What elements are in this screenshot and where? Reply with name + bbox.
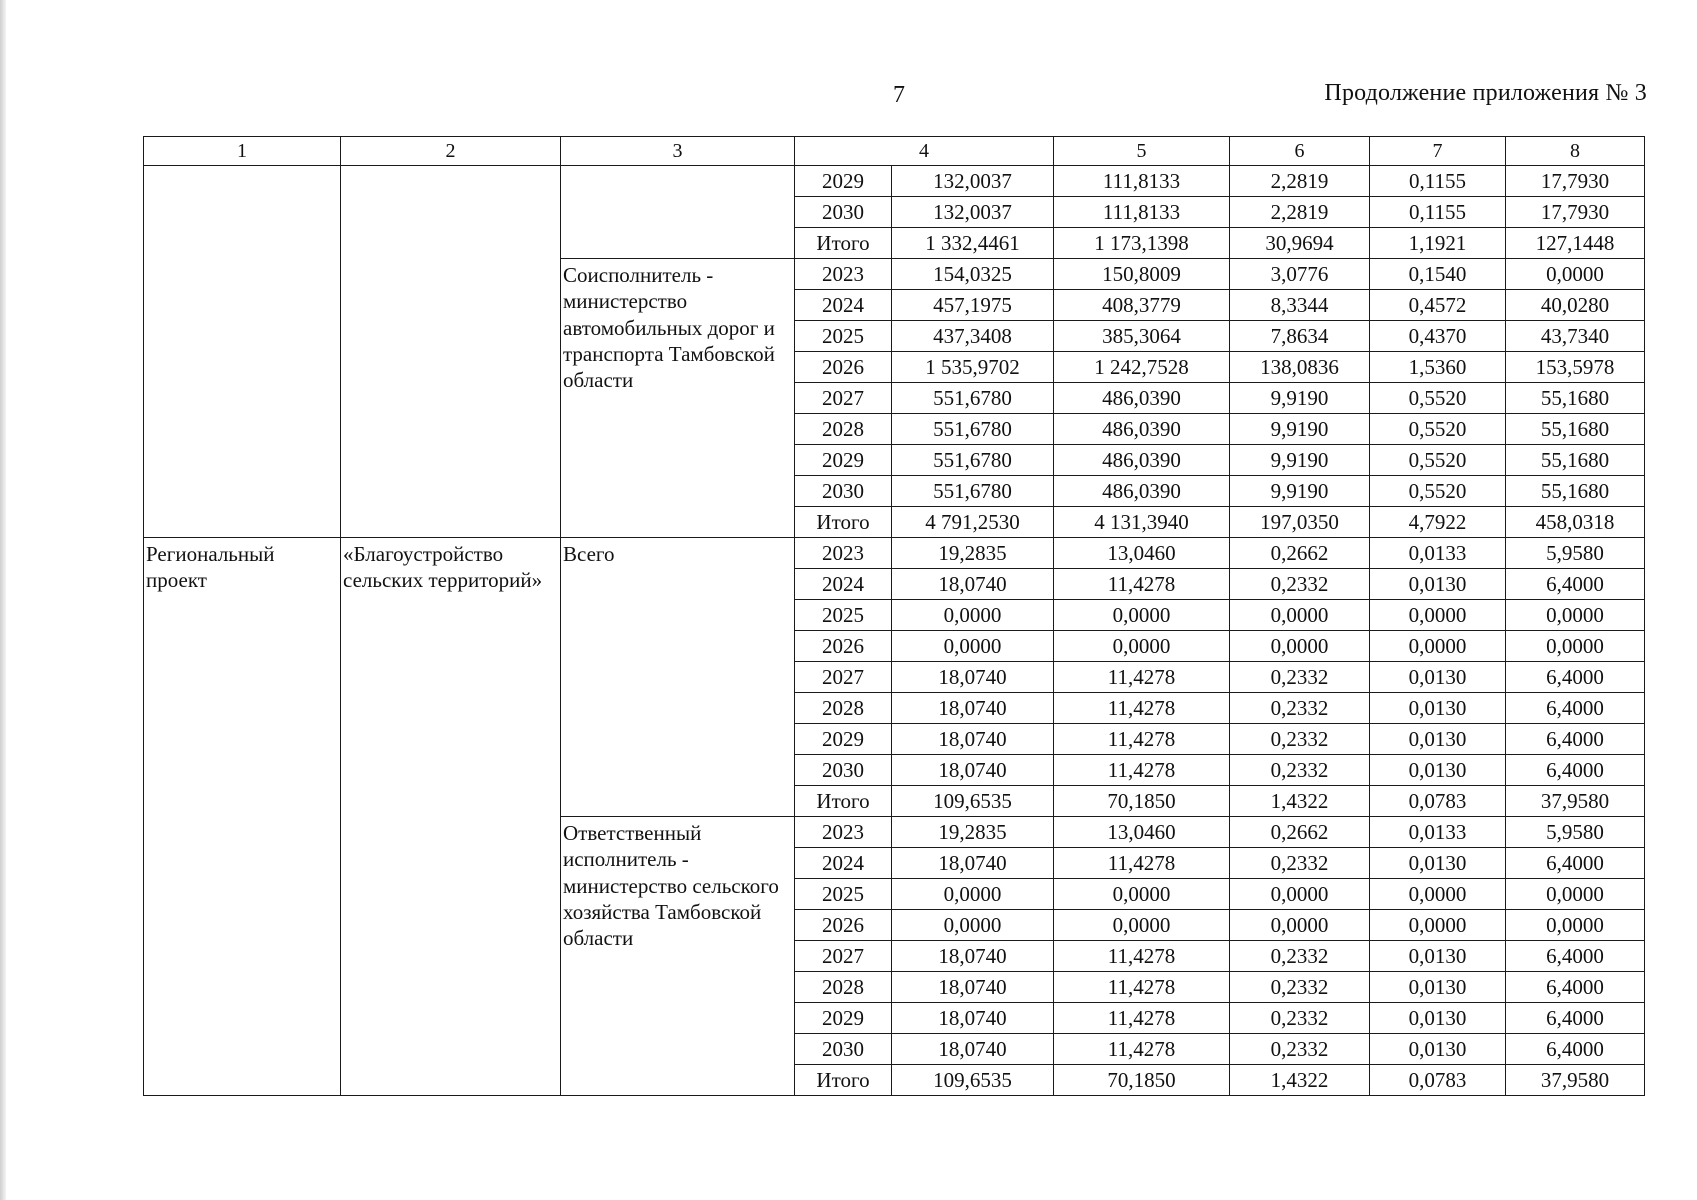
amount-cell-col4: 18,0740 bbox=[892, 693, 1054, 724]
amount-cell-col6: 0,2332 bbox=[1230, 941, 1370, 972]
amount-cell-col4: 18,0740 bbox=[892, 1003, 1054, 1034]
amount-cell-col4: 18,0740 bbox=[892, 972, 1054, 1003]
amount-cell-col7: 0,0783 bbox=[1370, 786, 1506, 817]
column-number: 7 bbox=[1370, 137, 1506, 166]
amount-cell-col6: 30,9694 bbox=[1230, 228, 1370, 259]
amount-cell-col6: 0,0000 bbox=[1230, 631, 1370, 662]
budget-table bbox=[143, 136, 1645, 1096]
amount-cell-col8: 55,1680 bbox=[1506, 414, 1645, 445]
amount-cell-col5: 408,3779 bbox=[1054, 290, 1230, 321]
amount-cell-col7: 0,0133 bbox=[1370, 817, 1506, 848]
year-cell: 2024 bbox=[795, 569, 892, 600]
amount-cell-col4: 154,0325 bbox=[892, 259, 1054, 290]
year-cell: 2024 bbox=[795, 290, 892, 321]
amount-cell-col4: 18,0740 bbox=[892, 662, 1054, 693]
amount-cell-col5: 11,4278 bbox=[1054, 972, 1230, 1003]
appendix-continuation-note: Продолжение приложения № 3 bbox=[1324, 80, 1647, 106]
responsible-executor-label: Ответственный исполнитель - министерство сельского хозяйства Тамбовской области bbox=[561, 817, 795, 1096]
amount-cell-col7: 0,0000 bbox=[1370, 631, 1506, 662]
amount-cell-col4: 1 535,9702 bbox=[892, 352, 1054, 383]
amount-cell-col5: 486,0390 bbox=[1054, 476, 1230, 507]
year-cell: Итого bbox=[795, 507, 892, 538]
amount-cell-col8: 6,4000 bbox=[1506, 941, 1645, 972]
amount-cell-col5: 385,3064 bbox=[1054, 321, 1230, 352]
year-cell: Итого bbox=[795, 1065, 892, 1096]
year-cell: 2029 bbox=[795, 724, 892, 755]
amount-cell-col6: 0,2332 bbox=[1230, 724, 1370, 755]
amount-cell-col8: 5,9580 bbox=[1506, 538, 1645, 569]
column-number: 6 bbox=[1230, 137, 1370, 166]
amount-cell-col5: 70,1850 bbox=[1054, 1065, 1230, 1096]
amount-cell-col5: 0,0000 bbox=[1054, 631, 1230, 662]
year-cell: 2026 bbox=[795, 352, 892, 383]
amount-cell-col6: 0,2332 bbox=[1230, 662, 1370, 693]
amount-cell-col5: 11,4278 bbox=[1054, 755, 1230, 786]
amount-cell-col7: 1,5360 bbox=[1370, 352, 1506, 383]
amount-cell-col6: 3,0776 bbox=[1230, 259, 1370, 290]
year-cell: 2030 bbox=[795, 197, 892, 228]
amount-cell-col6: 138,0836 bbox=[1230, 352, 1370, 383]
amount-cell-col5: 0,0000 bbox=[1054, 600, 1230, 631]
total-label: Всего bbox=[561, 538, 795, 817]
amount-cell-col8: 0,0000 bbox=[1506, 910, 1645, 941]
amount-cell-col4: 4 791,2530 bbox=[892, 507, 1054, 538]
year-cell: 2027 bbox=[795, 662, 892, 693]
column-number: 2 bbox=[341, 137, 561, 166]
amount-cell-col4: 19,2835 bbox=[892, 817, 1054, 848]
amount-cell-col6: 0,0000 bbox=[1230, 600, 1370, 631]
amount-cell-col6: 0,0000 bbox=[1230, 879, 1370, 910]
amount-cell-col6: 9,9190 bbox=[1230, 383, 1370, 414]
amount-cell-col5: 150,8009 bbox=[1054, 259, 1230, 290]
year-cell: 2029 bbox=[795, 166, 892, 197]
amount-cell-col7: 0,0783 bbox=[1370, 1065, 1506, 1096]
amount-cell-col5: 11,4278 bbox=[1054, 941, 1230, 972]
amount-cell-col5: 486,0390 bbox=[1054, 414, 1230, 445]
amount-cell-col8: 6,4000 bbox=[1506, 569, 1645, 600]
amount-cell-col4: 0,0000 bbox=[892, 631, 1054, 662]
year-cell: 2029 bbox=[795, 445, 892, 476]
year-cell: 2030 bbox=[795, 476, 892, 507]
amount-cell-col4: 18,0740 bbox=[892, 755, 1054, 786]
amount-cell-col6: 9,9190 bbox=[1230, 445, 1370, 476]
column-number: 3 bbox=[561, 137, 795, 166]
amount-cell-col7: 0,5520 bbox=[1370, 383, 1506, 414]
amount-cell-col7: 0,5520 bbox=[1370, 445, 1506, 476]
year-cell: 2025 bbox=[795, 879, 892, 910]
year-cell: 2028 bbox=[795, 693, 892, 724]
year-cell: 2024 bbox=[795, 848, 892, 879]
amount-cell-col5: 11,4278 bbox=[1054, 848, 1230, 879]
amount-cell-col5: 486,0390 bbox=[1054, 445, 1230, 476]
year-cell: 2029 bbox=[795, 1003, 892, 1034]
amount-cell-col6: 0,2332 bbox=[1230, 755, 1370, 786]
amount-cell-col5: 4 131,3940 bbox=[1054, 507, 1230, 538]
amount-cell-col8: 55,1680 bbox=[1506, 445, 1645, 476]
column-number: 1 bbox=[144, 137, 341, 166]
year-cell: 2028 bbox=[795, 414, 892, 445]
amount-cell-col8: 55,1680 bbox=[1506, 383, 1645, 414]
table-row bbox=[144, 166, 1645, 197]
amount-cell-col8: 17,7930 bbox=[1506, 166, 1645, 197]
amount-cell-col5: 0,0000 bbox=[1054, 910, 1230, 941]
amount-cell-col8: 6,4000 bbox=[1506, 724, 1645, 755]
amount-cell-col4: 1 332,4461 bbox=[892, 228, 1054, 259]
amount-cell-col8: 5,9580 bbox=[1506, 817, 1645, 848]
amount-cell-col6: 0,2662 bbox=[1230, 817, 1370, 848]
co-executor-label: Соисполнитель - министерство автомобильных дорог и транспорта Тамбовской области bbox=[561, 259, 795, 538]
year-cell: Итого bbox=[795, 228, 892, 259]
amount-cell-col7: 1,1921 bbox=[1370, 228, 1506, 259]
year-cell: 2030 bbox=[795, 1034, 892, 1065]
program-type-cell-empty bbox=[144, 166, 341, 538]
amount-cell-col6: 0,2662 bbox=[1230, 538, 1370, 569]
amount-cell-col5: 1 173,1398 bbox=[1054, 228, 1230, 259]
executor-cell-empty bbox=[561, 166, 795, 259]
amount-cell-col7: 0,5520 bbox=[1370, 414, 1506, 445]
amount-cell-col5: 70,1850 bbox=[1054, 786, 1230, 817]
amount-cell-col7: 4,7922 bbox=[1370, 507, 1506, 538]
year-cell: 2025 bbox=[795, 600, 892, 631]
amount-cell-col7: 0,0130 bbox=[1370, 941, 1506, 972]
amount-cell-col5: 486,0390 bbox=[1054, 383, 1230, 414]
amount-cell-col5: 11,4278 bbox=[1054, 693, 1230, 724]
amount-cell-col4: 551,6780 bbox=[892, 445, 1054, 476]
amount-cell-col7: 0,4370 bbox=[1370, 321, 1506, 352]
amount-cell-col6: 9,9190 bbox=[1230, 414, 1370, 445]
amount-cell-col4: 18,0740 bbox=[892, 569, 1054, 600]
amount-cell-col8: 37,9580 bbox=[1506, 1065, 1645, 1096]
amount-cell-col7: 0,0130 bbox=[1370, 972, 1506, 1003]
amount-cell-col6: 0,0000 bbox=[1230, 910, 1370, 941]
amount-cell-col8: 6,4000 bbox=[1506, 693, 1645, 724]
amount-cell-col7: 0,5520 bbox=[1370, 476, 1506, 507]
year-cell: 2027 bbox=[795, 383, 892, 414]
amount-cell-col5: 111,8133 bbox=[1054, 197, 1230, 228]
amount-cell-col7: 0,0130 bbox=[1370, 724, 1506, 755]
amount-cell-col8: 153,5978 bbox=[1506, 352, 1645, 383]
amount-cell-col8: 6,4000 bbox=[1506, 662, 1645, 693]
amount-cell-col8: 37,9580 bbox=[1506, 786, 1645, 817]
amount-cell-col5: 11,4278 bbox=[1054, 662, 1230, 693]
amount-cell-col7: 0,0000 bbox=[1370, 879, 1506, 910]
table-row bbox=[144, 538, 1645, 569]
amount-cell-col4: 551,6780 bbox=[892, 414, 1054, 445]
amount-cell-col4: 132,0037 bbox=[892, 166, 1054, 197]
amount-cell-col6: 0,2332 bbox=[1230, 569, 1370, 600]
amount-cell-col7: 0,0130 bbox=[1370, 1003, 1506, 1034]
amount-cell-col4: 0,0000 bbox=[892, 600, 1054, 631]
amount-cell-col8: 0,0000 bbox=[1506, 631, 1645, 662]
amount-cell-col7: 0,0130 bbox=[1370, 569, 1506, 600]
column-number: 4 bbox=[795, 137, 1054, 166]
year-cell: 2023 bbox=[795, 259, 892, 290]
amount-cell-col7: 0,0000 bbox=[1370, 600, 1506, 631]
amount-cell-col6: 1,4322 bbox=[1230, 786, 1370, 817]
amount-cell-col6: 9,9190 bbox=[1230, 476, 1370, 507]
year-cell: 2027 bbox=[795, 941, 892, 972]
amount-cell-col4: 18,0740 bbox=[892, 1034, 1054, 1065]
amount-cell-col4: 551,6780 bbox=[892, 476, 1054, 507]
amount-cell-col8: 55,1680 bbox=[1506, 476, 1645, 507]
amount-cell-col4: 0,0000 bbox=[892, 910, 1054, 941]
scan-edge-shadow bbox=[0, 0, 6, 1200]
amount-cell-col7: 0,1155 bbox=[1370, 197, 1506, 228]
amount-cell-col5: 11,4278 bbox=[1054, 724, 1230, 755]
amount-cell-col4: 18,0740 bbox=[892, 941, 1054, 972]
amount-cell-col6: 2,2819 bbox=[1230, 197, 1370, 228]
amount-cell-col4: 551,6780 bbox=[892, 383, 1054, 414]
amount-cell-col5: 11,4278 bbox=[1054, 1034, 1230, 1065]
amount-cell-col4: 132,0037 bbox=[892, 197, 1054, 228]
amount-cell-col4: 0,0000 bbox=[892, 879, 1054, 910]
amount-cell-col4: 19,2835 bbox=[892, 538, 1054, 569]
amount-cell-col7: 0,0130 bbox=[1370, 1034, 1506, 1065]
amount-cell-col8: 6,4000 bbox=[1506, 755, 1645, 786]
amount-cell-col7: 0,0130 bbox=[1370, 755, 1506, 786]
amount-cell-col6: 8,3344 bbox=[1230, 290, 1370, 321]
year-cell: Итого bbox=[795, 786, 892, 817]
amount-cell-col6: 0,2332 bbox=[1230, 693, 1370, 724]
year-cell: 2026 bbox=[795, 631, 892, 662]
amount-cell-col5: 11,4278 bbox=[1054, 1003, 1230, 1034]
year-cell: 2028 bbox=[795, 972, 892, 1003]
amount-cell-col8: 17,7930 bbox=[1506, 197, 1645, 228]
amount-cell-col6: 0,2332 bbox=[1230, 848, 1370, 879]
project-name-label: «Благоустройство сельских территорий» bbox=[341, 538, 561, 1096]
amount-cell-col4: 109,6535 bbox=[892, 1065, 1054, 1096]
table-body bbox=[144, 137, 1645, 1096]
amount-cell-col8: 127,1448 bbox=[1506, 228, 1645, 259]
amount-cell-col8: 0,0000 bbox=[1506, 600, 1645, 631]
amount-cell-col8: 6,4000 bbox=[1506, 1003, 1645, 1034]
page-number: 7 bbox=[893, 82, 905, 108]
amount-cell-col4: 18,0740 bbox=[892, 724, 1054, 755]
amount-cell-col7: 0,1155 bbox=[1370, 166, 1506, 197]
amount-cell-col5: 1 242,7528 bbox=[1054, 352, 1230, 383]
amount-cell-col6: 2,2819 bbox=[1230, 166, 1370, 197]
amount-cell-col8: 6,4000 bbox=[1506, 848, 1645, 879]
amount-cell-col8: 6,4000 bbox=[1506, 972, 1645, 1003]
column-number-row bbox=[144, 137, 1645, 166]
column-number: 8 bbox=[1506, 137, 1645, 166]
amount-cell-col4: 437,3408 bbox=[892, 321, 1054, 352]
year-cell: 2025 bbox=[795, 321, 892, 352]
amount-cell-col6: 197,0350 bbox=[1230, 507, 1370, 538]
amount-cell-col4: 457,1975 bbox=[892, 290, 1054, 321]
amount-cell-col6: 7,8634 bbox=[1230, 321, 1370, 352]
amount-cell-col4: 18,0740 bbox=[892, 848, 1054, 879]
amount-cell-col7: 0,0133 bbox=[1370, 538, 1506, 569]
year-cell: 2030 bbox=[795, 755, 892, 786]
amount-cell-col8: 40,0280 bbox=[1506, 290, 1645, 321]
amount-cell-col6: 0,2332 bbox=[1230, 972, 1370, 1003]
amount-cell-col8: 458,0318 bbox=[1506, 507, 1645, 538]
amount-cell-col5: 0,0000 bbox=[1054, 879, 1230, 910]
amount-cell-col5: 11,4278 bbox=[1054, 569, 1230, 600]
amount-cell-col6: 0,2332 bbox=[1230, 1034, 1370, 1065]
amount-cell-col6: 1,4322 bbox=[1230, 1065, 1370, 1096]
amount-cell-col7: 0,4572 bbox=[1370, 290, 1506, 321]
amount-cell-col6: 0,2332 bbox=[1230, 1003, 1370, 1034]
amount-cell-col5: 13,0460 bbox=[1054, 817, 1230, 848]
project-type-label: Региональный проект bbox=[144, 538, 341, 1096]
amount-cell-col8: 0,0000 bbox=[1506, 259, 1645, 290]
column-number: 5 bbox=[1054, 137, 1230, 166]
amount-cell-col8: 6,4000 bbox=[1506, 1034, 1645, 1065]
amount-cell-col5: 13,0460 bbox=[1054, 538, 1230, 569]
amount-cell-col8: 43,7340 bbox=[1506, 321, 1645, 352]
amount-cell-col7: 0,0130 bbox=[1370, 693, 1506, 724]
year-cell: 2023 bbox=[795, 538, 892, 569]
amount-cell-col8: 0,0000 bbox=[1506, 879, 1645, 910]
amount-cell-col7: 0,0130 bbox=[1370, 848, 1506, 879]
program-name-cell-empty bbox=[341, 166, 561, 538]
amount-cell-col7: 0,1540 bbox=[1370, 259, 1506, 290]
amount-cell-col4: 109,6535 bbox=[892, 786, 1054, 817]
year-cell: 2023 bbox=[795, 817, 892, 848]
amount-cell-col5: 111,8133 bbox=[1054, 166, 1230, 197]
amount-cell-col7: 0,0130 bbox=[1370, 662, 1506, 693]
year-cell: 2026 bbox=[795, 910, 892, 941]
amount-cell-col7: 0,0000 bbox=[1370, 910, 1506, 941]
